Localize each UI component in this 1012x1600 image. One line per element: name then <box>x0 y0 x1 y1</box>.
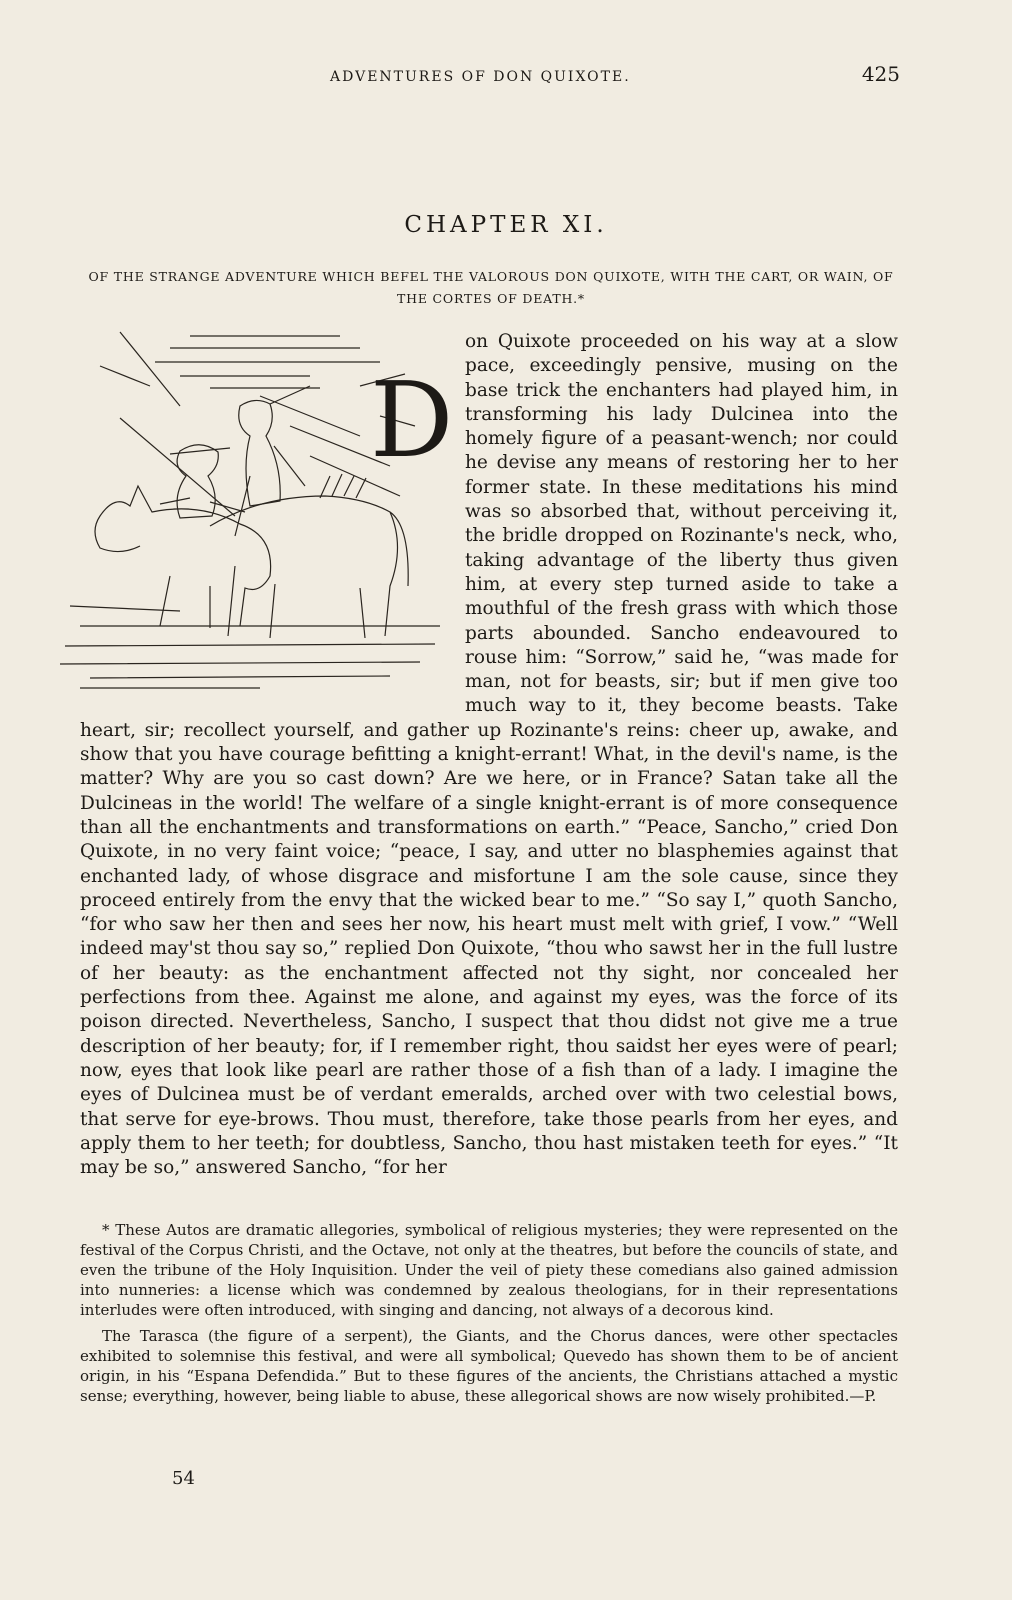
drop-cap: D <box>370 359 454 481</box>
body-text <box>80 330 898 1180</box>
illustration-wrap <box>80 330 465 700</box>
footnote-autos: * These Autos are dramatic allegories, symbolical of religious mysteries; they were represented on the festival of the Corpus Christi, and the Octave, not only at the theatres, but before the councils of state, and even the tribune of the Holy Inquisition. Under the veil of piety these comedians also gained admission into nunneries: a license which was condemned by zealous theologians, for in their representations interludes were often introduced, with singing and dancing, not always of a decorous kind. <box>80 1221 898 1319</box>
sheet-signature: 54 <box>172 1468 195 1489</box>
footnotes <box>80 1220 898 1412</box>
page-number: 425 <box>861 62 900 86</box>
footnote-tarasca: The Tarasca (the figure of a serpent), the Giants, and the Chorus dances, were other spectacles exhibited to solemnise this festival, and were all symbolical; Quevedo has shown them to be of ancient origin, in his “Espana Defendida.” But to these figures of the ancients, the Christians attached a mystic sense; everything, however, being liable to abuse, these allegorical shows are now wisely prohibited.—P. <box>80 1327 898 1405</box>
chapter-subtitle: OF THE STRANGE ADVENTURE WHICH BEFEL THE VALOROUS DON QUIXOTE, WITH THE CART, OR WAIN, OF THE CORTES OF DEATH.* <box>88 269 894 306</box>
body-paragraph: on Quixote proceeded on his way at a slow pace, exceedingly pensive, musing on the base trick the enchanters had played him, in transforming his lady Dulcinea into the homely figure of a peasant-wench; nor could he devise any means of restoring her to her former state. In these meditations his mind was so absorbed that, without perceiving it, the bridle dropped on Rozinante's neck, who, taking advantage of the liberty thus given him, at every step turned aside to take a mouthful of the fresh grass with which those parts abounded. Sancho endeavoured to rouse him: “Sorrow,” said he, “was made for man, not for beasts, sir; but if men give too much way to it, they become beasts. Take heart, sir; recollect yourself, and gather up Rozinante's reins: cheer up, awake, and show that you have courage befitting a knight-errant! What, in the devil's name, is the matter? Why are you so cast down? Are we here, or in France? Satan take all the Dulcineas in the world! The welfare of a single knight-errant is of more consequence than all the enchantments and transformations on earth.” “Peace, Sancho,” cried Don Quixote, in no very faint voice; “peace, I say, and utter no blasphemies against that enchanted lady, of whose disgrace and misfortune I am the sole cause, since they proceed entirely from the envy that the wicked bear to me.” “So say I,” quoth Sancho, “for who saw her then and sees her now, his heart must melt with grief, I vow.” “Well indeed may'st thou say so,” replied Don Quixote, “thou who sawst her in the full lustre of her beauty: as the enchantment affected not thy sight, nor concealed her perfections from thee. Against me alone, and against my eyes, was the force of its poison directed. Nevertheless, Sancho, I suspect that thou didst not give me a true description of her beauty; for, if I remember right, thou saidst her eyes were of pearl; now, eyes that look like pearl are rather those of a fish than of a lady. I imagine the eyes of Dulcinea must be of verdant emeralds, arched over with two celestial bows, that serve for eye-brows. Thou must, therefore, take those pearls from her eyes, and apply them to her teeth; for doubtless, Sancho, thou hast mistaken teeth for eyes.” “It may be so,” answered Sancho, “for her <box>80 331 898 1179</box>
running-head <box>300 62 900 86</box>
running-title: ADVENTURES OF DON QUIXOTE. <box>330 69 631 85</box>
chapter-title: CHAPTER XI. <box>404 212 608 238</box>
